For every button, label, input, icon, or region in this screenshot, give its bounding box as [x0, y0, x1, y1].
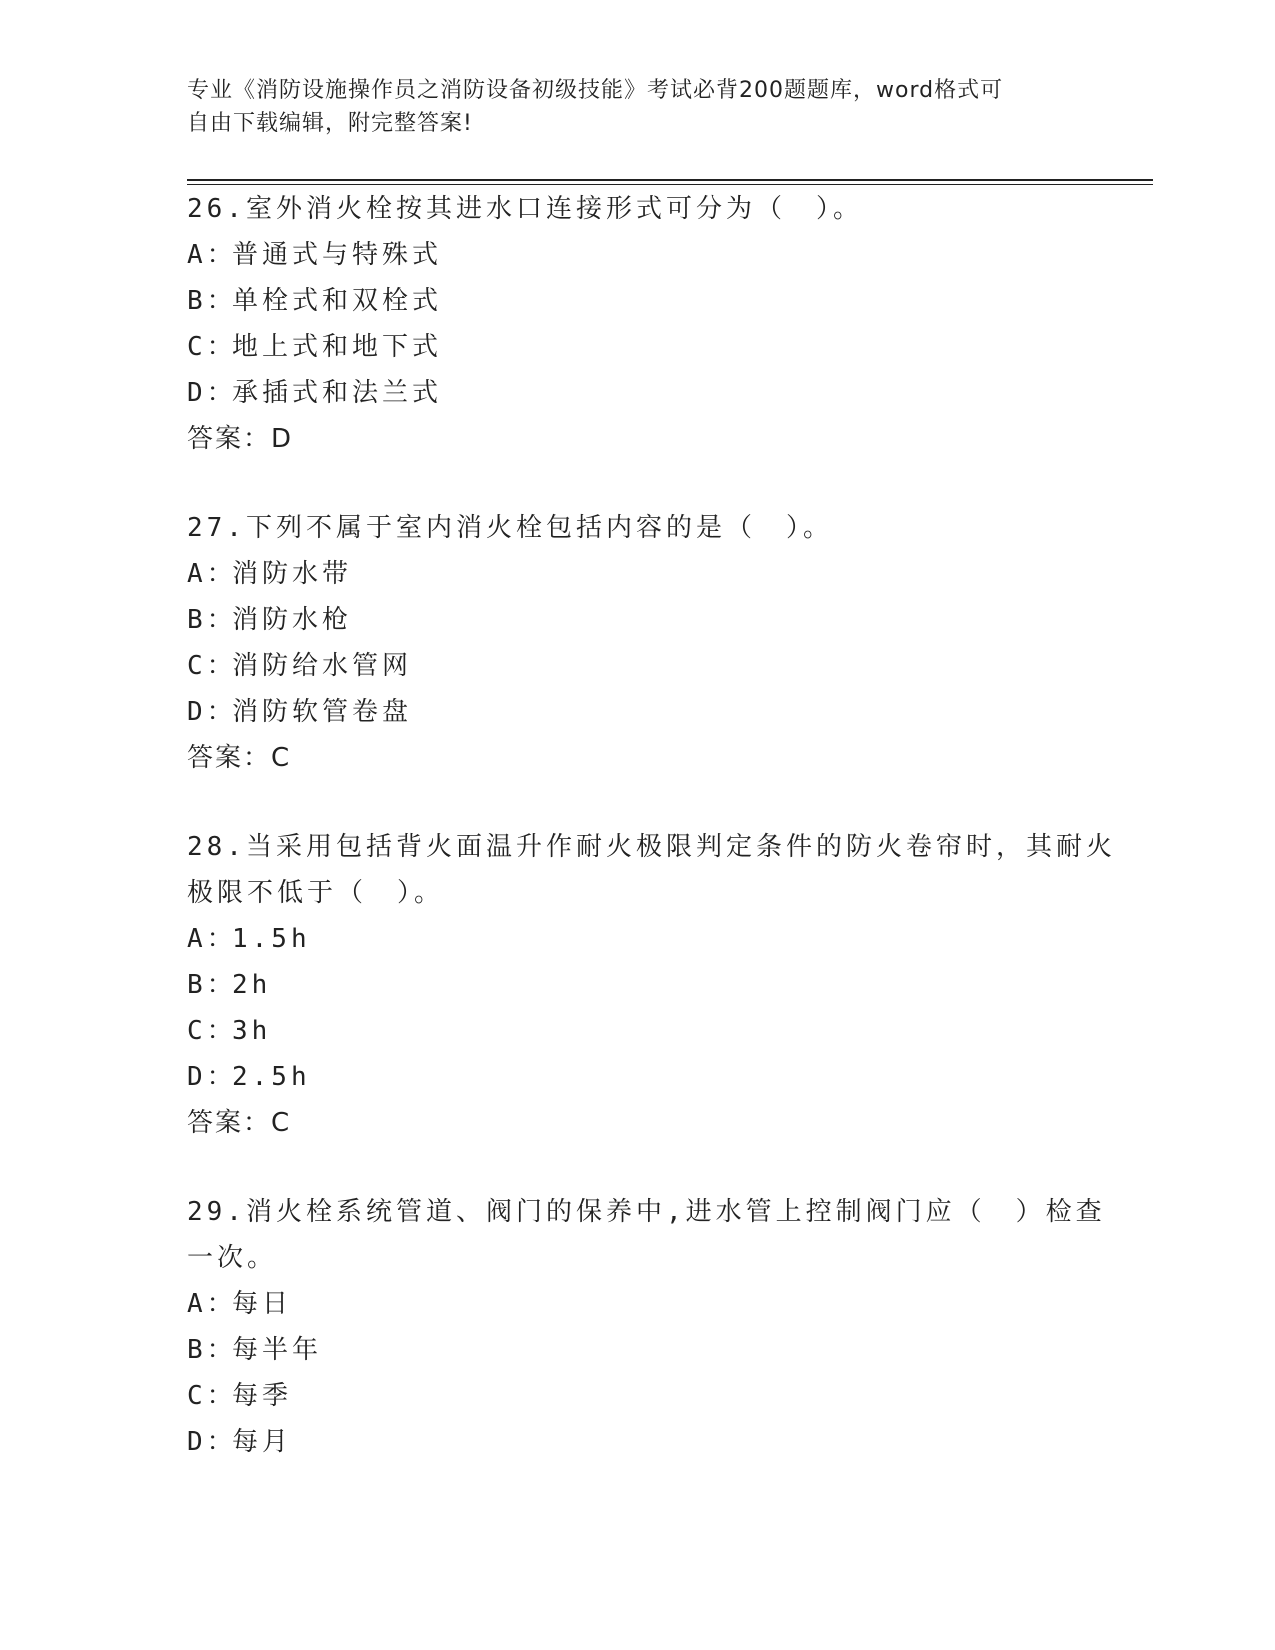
option-b	[187, 597, 1087, 643]
option-text: 每季	[232, 1381, 293, 1411]
option-text: 消防水枪	[232, 605, 353, 635]
option-text: 2.5h	[232, 1062, 311, 1092]
option-text: 普通式与特殊式	[232, 240, 443, 270]
option-d	[187, 1054, 1087, 1100]
option-text: 每月	[232, 1427, 293, 1457]
question-26	[187, 186, 1087, 462]
option-letter: A：	[187, 1289, 237, 1319]
option-b	[187, 278, 1087, 324]
header-divider-thin	[187, 184, 1153, 185]
option-d	[187, 1419, 1087, 1465]
option-letter: C：	[187, 1016, 237, 1046]
question-stem: 26.室外消火栓按其进水口连接形式可分为（ ）。	[187, 194, 863, 224]
option-c	[187, 1008, 1087, 1054]
option-c	[187, 324, 1087, 370]
option-letter: D：	[187, 1427, 237, 1457]
option-text: 承插式和法兰式	[232, 378, 443, 408]
option-letter: B：	[187, 1335, 237, 1365]
option-letter: B：	[187, 970, 237, 1000]
document-header	[187, 74, 1067, 140]
answer-label: 答案：C	[187, 1108, 292, 1138]
option-c	[187, 643, 1087, 689]
option-text: 3h	[232, 1016, 272, 1046]
option-letter: C：	[187, 651, 237, 681]
question-stem: 27.下列不属于室内消火栓包括内容的是（ ）。	[187, 513, 833, 543]
header-line-1: 专业《消防设施操作员之消防设备初级技能》考试必背200题题库，word格式可	[187, 78, 1004, 103]
option-letter: A：	[187, 559, 237, 589]
option-letter: C：	[187, 1381, 237, 1411]
option-text: 消防软管卷盘	[232, 697, 413, 727]
option-d	[187, 370, 1087, 416]
option-a	[187, 551, 1087, 597]
option-text: 消防给水管网	[232, 651, 413, 681]
question-stem-line-2: 极限不低于（ ）。	[187, 878, 445, 908]
option-letter: D：	[187, 378, 237, 408]
option-b	[187, 962, 1087, 1008]
header-divider-thick	[187, 179, 1153, 181]
question-stem-line-1: 29.消火栓系统管道、阀门的保养中,进水管上控制阀门应（ ）检查	[187, 1197, 1106, 1227]
option-text: 单栓式和双栓式	[232, 286, 443, 316]
header-line-2: 自由下载编辑，附完整答案!	[187, 111, 473, 136]
option-letter: D：	[187, 1062, 237, 1092]
option-text: 每日	[232, 1289, 293, 1319]
option-text: 1.5h	[232, 924, 311, 954]
option-letter: A：	[187, 240, 237, 270]
question-stem-line-2: 一次。	[187, 1243, 278, 1273]
option-letter: C：	[187, 332, 237, 362]
question-stem-line-1: 28.当采用包括背火面温升作耐火极限判定条件的防火卷帘时，其耐火	[187, 832, 1116, 862]
option-letter: D：	[187, 697, 237, 727]
option-text: 消防水带	[232, 559, 353, 589]
option-letter: B：	[187, 605, 237, 635]
option-b	[187, 1327, 1087, 1373]
option-c	[187, 1373, 1087, 1419]
option-a	[187, 916, 1087, 962]
option-letter: A：	[187, 924, 237, 954]
option-d	[187, 689, 1087, 735]
option-a	[187, 1281, 1087, 1327]
answer-label: 答案：C	[187, 743, 292, 773]
answer-label: 答案：D	[187, 424, 294, 454]
question-28	[187, 824, 1116, 1146]
option-letter: B：	[187, 286, 237, 316]
question-27	[187, 505, 1087, 781]
option-text: 每半年	[232, 1335, 323, 1365]
option-text: 地上式和地下式	[232, 332, 443, 362]
option-text: 2h	[232, 970, 272, 1000]
question-29	[187, 1189, 1106, 1465]
option-a	[187, 232, 1087, 278]
